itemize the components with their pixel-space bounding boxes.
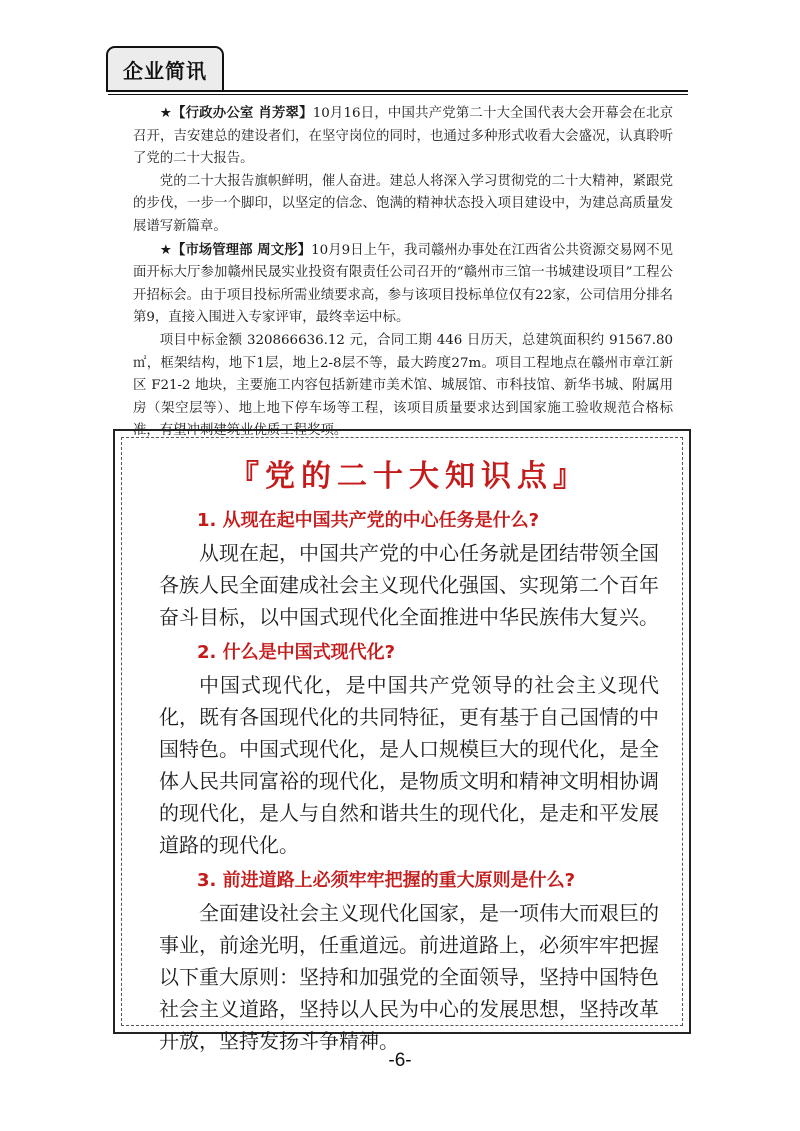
news-text: 10月9日上午，我司赣州办事处在江西省公共资源交易网不见面开标大厅参加赣州民晟实业投资有限责任公司召开的“赣州市三馆一书城建设项目”工程公开招标会。由于项目投标所需业绩要求高，参与该项目投标单位仅有22家，公司信用分排名第9，直接入围进入专家评审，最终幸运中标。 (133, 242, 673, 326)
star-icon: ★ (159, 106, 172, 121)
header-rule (108, 90, 688, 95)
news-byline: 【市场管理部 周文彤】 (171, 241, 312, 258)
news-section (133, 102, 673, 443)
news-text: 党的二十大报告旗帜鲜明，催人奋进。建总人将深入学习贯彻党的二十大精神，紧跟党的步伐，一步一个脚印，以坚定的信念、饱满的精神状态投入项目建设中，为建总高质量发展谱写新篇章。 (133, 173, 673, 234)
news-text: 项目中标金额 320866636.12 元，合同工期 446 日历天，总建筑面积约 91567.80㎡，框架结构，地下1层，地上2-8层不等，最大跨度27m。项目工程地点在赣州市章江新区 F21-2 地块，主要施工内容包括新建市美术馆、城展馆、市科技馆、新华书城、附属用房（架空层等）、地上地下停车场等工程，该项目质量要求达到国家施工验收规范合格标准，有望冲刺建筑业优质工程奖项。 (133, 332, 673, 439)
question-heading: 1. 从现在起中国共产党的中心任务是什么? (197, 510, 540, 531)
news-paragraph (133, 102, 673, 171)
news-paragraph (133, 330, 673, 443)
section-title: 企业简讯 (123, 58, 207, 83)
knowledge-box (113, 429, 691, 1053)
answer-text: 从现在起，中国共产党的中心任务就是团结带领全国各族人民全面建成社会主义现代化强国、实现第二个百年奋斗目标，以中国式现代化全面推进中华民族伟大复兴。 (159, 541, 659, 629)
knowledge-title: 『党的二十大知识点』 (229, 459, 589, 494)
star-icon: ★ (159, 242, 172, 258)
news-paragraph (133, 171, 673, 239)
question-heading: 3. 前进道路上必须牢牢把握的重大原则是什么? (197, 870, 576, 891)
news-text: 10月16日，中国共产党第二十大全国代表大会开幕会在北京召开，吉安建总的建设者们，在坚守岗位的同时，也通过多种形式收看大会盛况，认真聆听了党的二十大报告。 (133, 106, 673, 167)
question-heading: 2. 什么是中国式现代化? (197, 642, 396, 663)
page-number: -6- (388, 1050, 412, 1071)
answer-text: 全面建设社会主义现代化国家，是一项伟大而艰巨的事业，前途光明，任重道远。前进道路上，必须牢牢把握以下重大原则：坚持和加强党的全面领导，坚持中国特色社会主义道路，坚持以人民为中心的发展思想，坚持改革开放，坚持发扬斗争精神。 (159, 901, 659, 1053)
news-byline: 【行政办公室 肖芳翠】 (172, 105, 313, 121)
news-paragraph (133, 239, 673, 330)
section-tab (106, 46, 224, 92)
knowledge-content (159, 451, 659, 1061)
answer-text: 中国式现代化，是中国共产党领导的社会主义现代化，既有各国现代化的共同特征，更有基于自己国情的中国特色。中国式现代化，是人口规模巨大的现代化，是全体人民共同富裕的现代化，是物质文明和精神文明相协调的现代化，是人与自然和谐共生的现代化，是走和平发展道路的现代化。 (159, 673, 659, 857)
